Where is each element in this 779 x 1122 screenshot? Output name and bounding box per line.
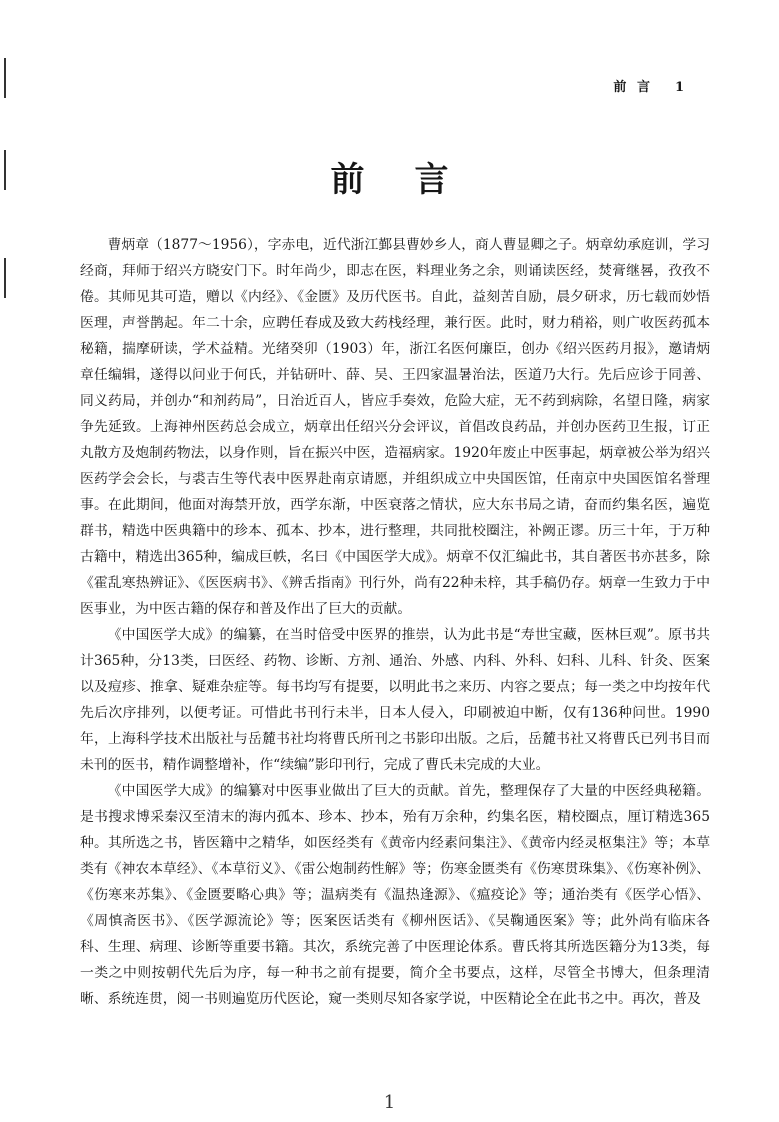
header-section-title: 前 言 [613,80,653,95]
page-footer-folio: 1 [383,1092,396,1113]
binding-mark-lower [4,258,6,298]
header-page-number: 1 [674,80,687,95]
paragraph: 曹炳章（1877～1956），字赤电，近代浙江鄞县曹妙乡人，商人曹显卿之子。炳章幼承庭训，学习经商，拜师于绍兴方晓安门下。时年尚少，即志在医，料理业务之余，则诵读医经，焚膏继晷，孜孜不倦。其师见其可造，赠以《内经》、《金匮》及历代医书。自此，益刻苦自励，晨夕研求，历七载而妙悟医理，声誉鹊起。年二十余，应聘任春成及致大药栈经理，兼行医。此时，财力稍裕，则广收医药孤本秘籍，揣摩研读，学术益精。光绪癸卯（1903）年，浙江名医何廉臣，创办《绍兴医药月报》，邀请炳章任编辑，遂得以问业于何氏，并钻研叶、薛、吴、王四家温暑治法，医道乃大行。先后应诊于同善、同义药局，并创办“和剂药局”，日治近百人，皆应手奏效，危险大症，无不药到病除，名望日隆，病家争先延致。上海神州医药总会成立，炳章出任绍兴分会评议，首倡改良药品，并创办医药卫生报，订正丸散方及炮制药物法，以身作则，旨在振兴中医，造福病家。1920年废止中医事起，炳章被公举为绍兴医药学会会长，与裘吉生等代表中医界赴南京请愿，并组织成立中央国医馆，任南京中央国医馆名誉理事。在此期间，他面对海禁开放，西学东渐，中医衰落之情状，应大东书局之请，奋而约集名医，遍览群书，精选中医典籍中的珍本、孤本、抄本，进行整理，共同批校圈注，补阙正谬。历三十年，于万种古籍中，精选出365种，编成巨帙，名曰《中国医学大成》。炳章不仅汇编此书，其自著医书亦甚多，除《霍乱寒热辨证》、《医医病书》、《辨舌指南》刊行外，尚有22种未梓，其手稿仍存。炳章一生致力于中医事业，为中医古籍的保存和普及作出了巨大的贡献。 [80,237,710,617]
binding-mark-top [4,58,6,98]
body-text [80,232,710,1012]
page-title: 前言 [330,160,499,200]
running-header [613,76,687,95]
paragraph: 《中国医学大成》的编纂对中医事业做出了巨大的贡献。首先，整理保存了大量的中医经典秘籍。是书搜求博采秦汉至清末的海内孤本、珍本、抄本，殆有万余种，约集名医，精校圈点，厘订精选365种。其所选之书，皆医籍中之精华，如医经类有《黄帝内经素问集注》、《黄帝内经灵枢集注》等；本草类有《神农本草经》、《本草衍义》、《雷公炮制药性解》等；伤寒金匮类有《伤寒贯珠集》、《伤寒补例》、《伤寒来苏集》、《金匮要略心典》等；温病类有《温热逢源》、《瘟疫论》等；通治类有《医学心悟》、《周慎斋医书》、《医学源流论》等；医案医话类有《柳州医话》、《吴鞠通医案》等；此外尚有临床各科、生理、病理、诊断等重要书籍。其次，系统完善了中医理论体系。曹氏将其所选医籍分为13类，每一类之中则按朝代先后为序，每一种书之前有提要，简介全书要点，这样，尽管全书博大，但条理清晰、系统连贯，阅一书则遍览历代医论，窥一类则尽知各家学说，中医精论全在此书之中。再次，普及 [80,783,710,1007]
paragraph: 《中国医学大成》的编纂，在当时倍受中医界的推崇，认为此书是“寿世宝藏，医林巨观”。原书共计365种，分13类，曰医经、药物、诊断、方剂、通治、外感、内科、外科、妇科、儿科、针灸、医案以及痘疹、推拿、疑难杂症等。每书均写有提要，以明此书之来历、内容之要点；每一类之中均按年代先后次序排列，以便考证。可惜此书刊行未半，日本人侵入，印刷被迫中断，仅有136种问世。1990年，上海科学技术出版社与岳麓书社均将曹氏所刊之书影印出版。之后，岳麓书社又将曹氏已列书目而未刊的医书，精作调整增补，作“续编”影印刊行，完成了曹氏未完成的大业。 [80,627,710,773]
